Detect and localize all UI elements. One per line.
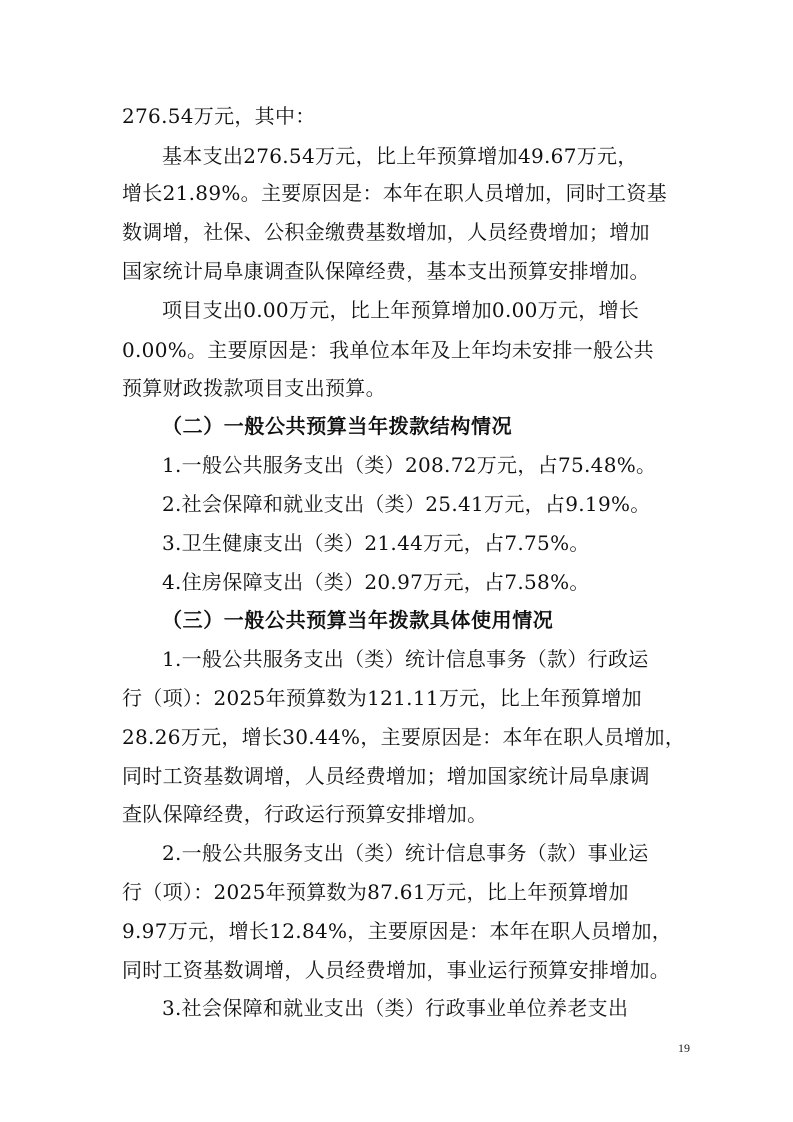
text-line: 行（项）：2025年预算数为121.11万元，比上年预算增加 [122,686,642,710]
page-number: 19 [678,1041,690,1055]
text-line: 1.一般公共服务支出（类）208.72万元，占75.48%。 [162,453,657,477]
section-heading: （三）一般公共预算当年拨款具体使用情况 [162,608,554,632]
text-line: 3.社会保障和就业支出（类）行政事业单位养老支出 [162,996,629,1020]
text-line: 1.一般公共服务支出（类）统计信息事务（款）行政运 [162,647,649,671]
text-line: 9.97万元，增长12.84%，主要原因是：本年在职人员增加， [122,919,673,943]
text-line: 增长21.89%。主要原因是：本年在职人员增加，同时工资基 [122,181,667,205]
text-line: 国家统计局阜康调查队保障经费，基本支出预算安排增加。 [122,259,650,283]
text-line: 同时工资基数调增，人员经费增加，事业运行预算安排增加。 [122,958,671,982]
text-line: 查队保障经费，行政运行预算安排增加。 [122,802,488,826]
text-line: 预算财政拨款项目支出预算。 [122,376,386,400]
text-line: 2.一般公共服务支出（类）统计信息事务（款）事业运 [162,841,649,865]
text-line: 28.26万元，增长30.44%，主要原因是：本年在职人员增加， [122,725,686,749]
text-line: 4.住房保障支出（类）20.97万元，占7.58%。 [162,570,590,594]
text-line: 2.社会保障和就业支出（类）25.41万元，占9.19%。 [162,492,651,516]
text-line: 3.卫生健康支出（类）21.44万元，占7.75%。 [162,531,590,555]
text-line: 基本支出276.54万元，比上年预算增加49.67万元， [162,144,638,168]
text-line: 276.54万元，其中： [122,104,316,128]
text-line: 同时工资基数调增，人员经费增加；增加国家统计局阜康调 [122,764,650,788]
text-line: 0.00%。主要原因是：我单位本年及上年均未安排一般公共 [122,338,654,362]
text-line: 数调增，社保、公积金缴费基数增加，人员经费增加；增加 [122,220,650,244]
text-line: 项目支出0.00万元，比上年预算增加0.00万元，增长 [162,298,640,322]
text-line: 行（项）：2025年预算数为87.61万元，比上年预算增加 [122,880,629,904]
section-heading: （二）一般公共预算当年拨款结构情况 [162,414,513,438]
